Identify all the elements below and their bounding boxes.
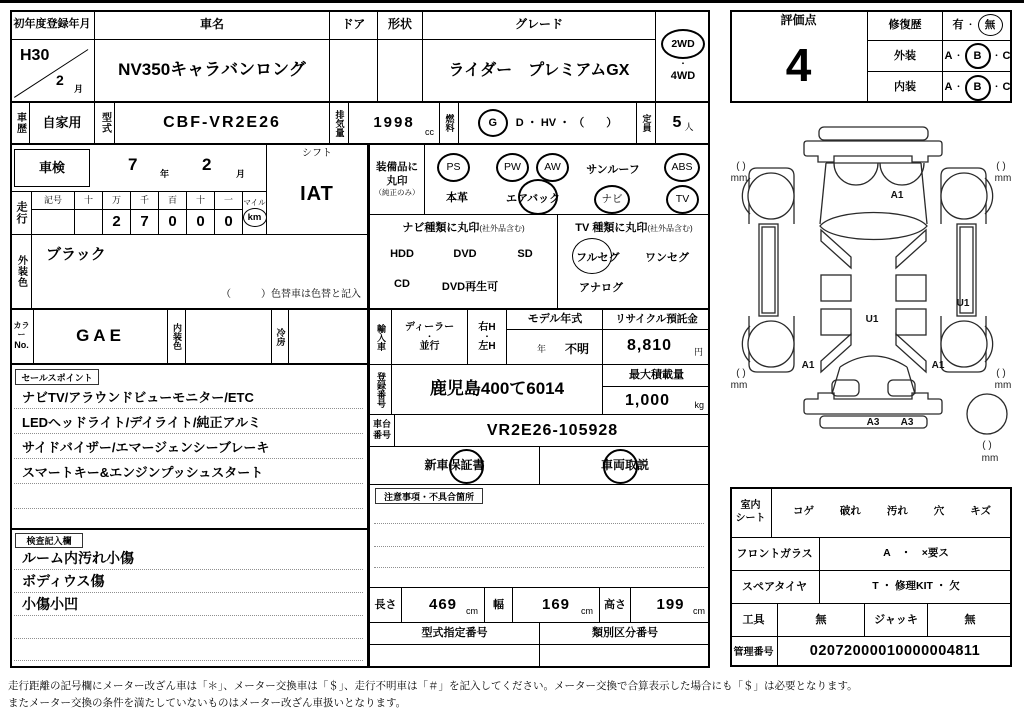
windshield-value: A ・ ×要ス (820, 538, 1012, 571)
ext-color-label: 外装色 (10, 235, 32, 310)
equip-abs-circled: ABS (664, 153, 700, 182)
wheel-rear-right (941, 321, 987, 367)
svg-text:mm: mm (994, 173, 1012, 184)
equip-aw-circled: AW (536, 153, 569, 182)
wiper-right (880, 163, 924, 185)
mark-rear-left: A1 (801, 360, 815, 371)
equipment-note: （純正のみ） (374, 188, 420, 198)
recycle-cell (603, 310, 710, 365)
exterior-b-circled: B (965, 43, 991, 69)
drive-type-cell (656, 10, 710, 103)
color-no-value: GAE (34, 310, 168, 365)
recycle-label: リサイクル預託金 (603, 310, 710, 330)
first-reg-label: 初年度登録年月 (10, 10, 95, 40)
svg-text:mm: mm (981, 453, 999, 464)
car-name-label: 車名 (95, 10, 330, 40)
max-load-value: 1,000 (625, 392, 671, 409)
model-year-cell (507, 310, 603, 365)
notes-area (370, 485, 710, 588)
jack-label: ジャッキ (865, 604, 928, 637)
equip-pw-circled: PW (496, 153, 529, 182)
capacity-label: 定員 (637, 103, 656, 145)
seat-items: コゲ 破れ 汚れ 穴 キズ (772, 487, 1012, 538)
mileage-digit-ichi: 0 (215, 210, 243, 235)
shift-label: シフト (302, 148, 332, 159)
equipment-label: 装備品に 丸印 （純正のみ） (370, 145, 425, 215)
exterior-grade-label: 外装 (868, 41, 943, 72)
manual-cell: 車両取説 (540, 447, 710, 485)
nav-type-title: ナビ種類に丸印(社外品含む) (402, 222, 525, 234)
damage-diagram (720, 110, 1015, 482)
svg-text:mm: mm (994, 380, 1012, 391)
shaken-label-box: 車検 (14, 149, 90, 187)
ext-color-note: （ ）色替車は色替と記入 (221, 289, 361, 300)
chassis-label: 車台 番号 (370, 415, 395, 447)
nav-dvd-play: DVD再生可 (441, 281, 499, 293)
history-value: 自家用 (30, 103, 95, 145)
mileage-digit-ju1 (75, 210, 103, 235)
footer-note-line1: 走行距離の記号欄にメーター改ざん車は「＊」、メーター交換車は「＄」、走行不明車は「＃」を記入してください。メーター交換で合算表示した場合にも「＄」は必要となります。 (8, 680, 858, 692)
tread-bracket: ( ) (996, 368, 1006, 379)
mileage-col-ichi: 一 (215, 192, 243, 210)
mileage-digit-hyaku: 0 (159, 210, 187, 235)
chassis-value: VR2E26-105928 (395, 415, 710, 447)
equip-sunroof: サンルーフ (586, 164, 640, 176)
interior-b-circled: B (965, 75, 991, 101)
equip-tv-circled: TV (666, 185, 699, 214)
roof-front (820, 213, 927, 240)
front-bumper (804, 141, 942, 162)
mileage-col-man: 万 (103, 192, 131, 210)
inspection-note-item: ボディウス傷 (14, 570, 363, 593)
shaken-year: 7 (128, 155, 138, 174)
model-year-unit: 年 (537, 344, 547, 354)
mark-bumper-left: A3 (866, 417, 880, 428)
mark-rear-right: A1 (931, 360, 945, 371)
spare-tire-label: スペアタイヤ (730, 571, 820, 604)
nav-cd: CD (394, 278, 410, 290)
rear-window (840, 356, 907, 367)
registration-value: 鹿児島400て6014 (392, 365, 603, 415)
tool-value: 無 (778, 604, 865, 637)
rating-score: 4 (785, 39, 812, 92)
recycle-unit: 円 (693, 347, 703, 357)
car-name-value: NV350キャラバンロング (95, 40, 330, 103)
displacement-value: 1998 cc (349, 103, 440, 145)
sales-point-item: ナビTV/アラウンドビューモニター/ETC (14, 385, 363, 409)
svg-text:mm: mm (730, 380, 748, 391)
width-label: 幅 (485, 588, 513, 623)
mileage-digit-sen: 7 (131, 210, 159, 235)
mileage-digit-man: 2 (103, 210, 131, 235)
empty-line (14, 638, 363, 639)
int-color-label: 内装色 (168, 310, 186, 365)
shape-value (378, 40, 423, 103)
width-value: 169 cm (513, 588, 600, 623)
empty-line (374, 523, 704, 524)
seat-label: 室内 シート (730, 487, 772, 538)
tread-bracket: ( ) (736, 161, 746, 172)
mileage-digit-kigo (32, 210, 75, 235)
mileage-col-ju1: 十 (75, 192, 103, 210)
equip-leather: 本革 (446, 192, 468, 204)
model-year-label: モデル年式 (507, 310, 603, 330)
empty-line (374, 546, 704, 547)
wiper-left (834, 163, 878, 185)
spare-tire-value: T ・ 修理KIT ・ 欠 (820, 571, 1012, 604)
empty-line (14, 508, 363, 509)
nav-hdd: HDD (390, 248, 414, 260)
ac-value (289, 310, 367, 365)
tread-bracket: ( ) (996, 161, 1006, 172)
sales-point-item: LEDヘッドライト/デイライト/純正アルミ (14, 409, 363, 434)
tread-bracket: ( ) (982, 440, 992, 451)
ext-color-value: ブラック (46, 246, 106, 263)
door-value (330, 40, 378, 103)
fuel-options: D ・ HV ・ （ ） (515, 116, 618, 129)
svg-text:mm: mm (730, 173, 748, 184)
history-label: 車歴 (10, 103, 30, 145)
fuel-g-circled: G (478, 109, 508, 137)
grade-label: グレード (423, 10, 656, 40)
footer-note-line2: またメーター交換の条件を満たしていないものはメーター改ざん車扱いとなります。 (8, 697, 407, 709)
rating-score-cell (730, 10, 868, 103)
fuel-label: 燃料 (440, 103, 459, 145)
empty-line (14, 660, 363, 661)
nav-sd: SD (517, 248, 533, 260)
sales-points-tag: セールスポイント (15, 369, 99, 385)
height-unit: cm (693, 606, 705, 617)
tread-bracket: ( ) (736, 368, 746, 379)
door-label: ドア (330, 10, 378, 40)
equip-airbag-circled: エアバック (506, 190, 560, 206)
notes-tag: 注意事項・不具合箇所 (375, 488, 483, 504)
length-label: 長さ (370, 588, 402, 623)
model-code-value: CBF-VR2E26 (115, 103, 330, 145)
registration-label: 登録番号 (370, 365, 392, 415)
color-no-label: カラー No. (10, 310, 34, 365)
shaken-year-unit: 年 (160, 169, 170, 179)
capacity-value: 5 人 (656, 103, 710, 145)
warranty-cell: 新車保証書 (370, 447, 540, 485)
max-load-label: 最大積載量 (603, 365, 710, 387)
drive-4wd: 4WD (670, 69, 696, 82)
wheel-front-right (941, 173, 987, 219)
mark-windshield: A1 (890, 190, 904, 201)
shaken-month-unit: 月 (236, 169, 246, 179)
tv-analog: アナログ (579, 282, 623, 294)
mark-bumper-right: A3 (900, 417, 914, 428)
grade-value: ライダー プレミアムGX (423, 40, 656, 103)
rear-bumper (804, 393, 942, 414)
mileage-digit-ju2: 0 (187, 210, 215, 235)
exterior-grade-value: A ・ B ・ C (943, 41, 1012, 72)
mileage-col-hyaku: 百 (159, 192, 187, 210)
tv-type-title: TV 種類に丸印(社外品含む) (575, 222, 693, 234)
fuel-value (459, 103, 637, 145)
max-load-cell (603, 365, 710, 415)
class-division-value (540, 645, 710, 668)
repair-no-circled: 無 (978, 14, 1003, 36)
model-year-value: 不明 (565, 342, 590, 356)
length-value: 469 cm (402, 588, 485, 623)
max-load-unit: kg (694, 400, 704, 410)
top-rule (0, 0, 1024, 3)
rating-label: 評価点 (780, 13, 817, 27)
type-designation-value (370, 645, 540, 668)
shift-cell (267, 145, 367, 235)
equipment-cell (370, 145, 710, 215)
sales-point-item: サイドバイザー/エマージェンシーブレーキ (14, 434, 363, 459)
nav-dvd: DVD (453, 248, 477, 260)
length-unit: cm (466, 606, 478, 617)
inspection-notes-area (10, 530, 367, 668)
empty-line (374, 567, 704, 568)
recycle-value: 8,810 (627, 337, 673, 354)
inspection-note-item: 小傷小凹 (14, 593, 363, 616)
mileage-col-ju2: 十 (187, 192, 215, 210)
shape-label: 形状 (378, 10, 423, 40)
sales-points-area (10, 365, 367, 530)
tv-type-cell (558, 215, 710, 310)
import-label: 輸入車 (370, 310, 392, 365)
width-unit: cm (581, 606, 593, 617)
equip-navi-circled: ナビ (594, 185, 630, 214)
shaken-cell (10, 145, 267, 192)
mileage-label: 走行 (10, 192, 32, 235)
inspection-note-item: ルーム内汚れ小傷 (14, 547, 363, 570)
capacity-unit: 人 (684, 122, 694, 133)
ext-color-cell (32, 235, 367, 310)
drive-separator: ・ (679, 59, 687, 69)
mileage-unit-cell (243, 192, 267, 235)
class-division-label: 類別区分番号 (540, 623, 710, 645)
displacement-unit: cc (425, 127, 434, 138)
repair-history-value: 有 ・ 無 (943, 10, 1012, 41)
tool-label: 工具 (730, 604, 778, 637)
import-dealer-cell: ディーラー ・ 並行 (392, 310, 468, 365)
shaken-month: 2 (202, 155, 212, 174)
repair-history-label: 修復歴 (868, 10, 943, 41)
type-designation-label: 型式指定番号 (370, 623, 540, 645)
mgmt-number-label: 管理番号 (730, 637, 778, 667)
jack-value: 無 (928, 604, 1012, 637)
height-label: 高さ (600, 588, 631, 623)
interior-grade-value: A ・ B ・ C (943, 72, 1012, 103)
front-strip (819, 127, 928, 140)
mark-center: U1 (865, 314, 879, 325)
wheel-front-left (748, 173, 794, 219)
model-code-label: 型式 (95, 103, 115, 145)
first-reg-month-suffix: 月 (74, 84, 84, 94)
height-value: 199 cm (631, 588, 710, 623)
windshield-label: フロントガラス (730, 538, 820, 571)
mile-label: マイル (243, 197, 266, 207)
inspection-notes-tag: 検査記入欄 (15, 533, 83, 548)
drive-2wd-circled: 2WD (661, 29, 705, 59)
km-circled: km (243, 208, 267, 227)
spare-tire (967, 394, 1007, 434)
first-reg-cell (10, 40, 95, 103)
mark-right-side: U1 (956, 298, 970, 309)
equip-ps-circled: PS (437, 153, 470, 182)
nav-type-cell (370, 215, 558, 310)
tv-full-seg-circled: フルセグ (576, 249, 620, 265)
first-reg-month: 2 (56, 72, 64, 88)
import-handle-cell: 右H ・ 左H (468, 310, 507, 365)
shift-value: IAT (300, 182, 334, 205)
int-color-value (186, 310, 272, 365)
mgmt-number-value: 02072000010000004811 (809, 643, 981, 660)
first-reg-year: H30 (20, 47, 50, 64)
tv-one-seg: ワンセグ (645, 252, 689, 264)
interior-grade-label: 内装 (868, 72, 943, 103)
displacement-label: 排気量 (330, 103, 349, 145)
ac-label: 冷房 (272, 310, 289, 365)
mileage-col-kigo: 記号 (32, 192, 75, 210)
wheel-rear-left (748, 321, 794, 367)
mileage-col-sen: 千 (131, 192, 159, 210)
sales-point-item: スマートキー&エンジンプッシュスタート (14, 459, 363, 484)
